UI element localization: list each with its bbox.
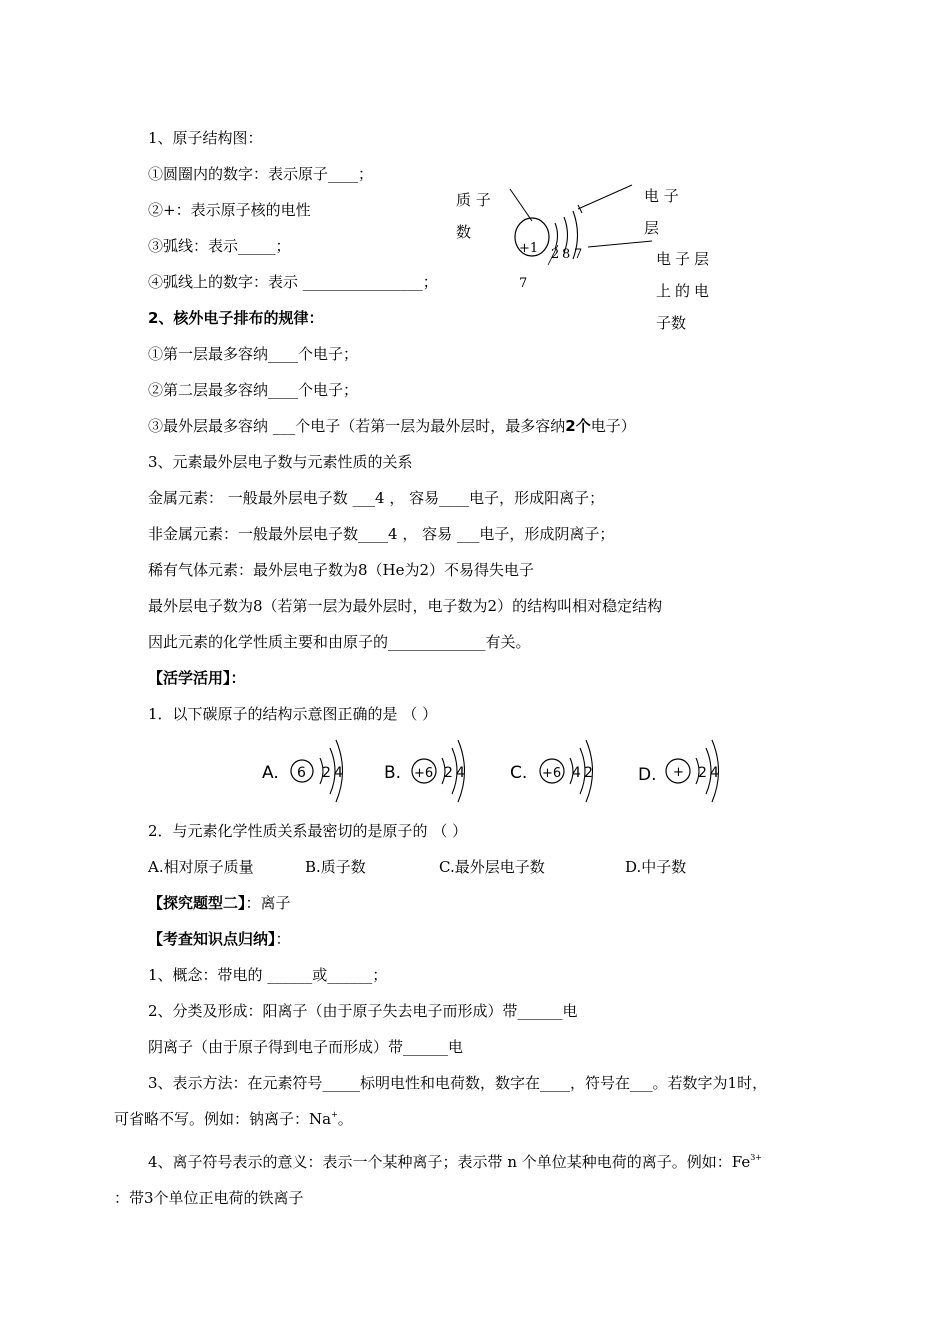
explore-notation-2c: 。 — [337, 1110, 353, 1128]
section1-item1: ①圆圈内的数字：表示原子____； — [148, 165, 374, 183]
option-a-letter: A. — [262, 763, 279, 783]
section2-item3-b: 2个 — [565, 417, 591, 435]
option-d-nucleus: + — [673, 765, 684, 780]
option-a-d1: 2 — [322, 765, 331, 781]
option-b-nucleus: +6 — [414, 766, 434, 781]
explore-concept: 1、概念：带电的 ______或______； — [148, 966, 388, 984]
option-a — [262, 740, 343, 802]
explore-summary: 【考查知识点归纳】 — [148, 930, 276, 948]
section2-item3-a: ③最外层最多容纳 ___个电子（若第一层为最外层时，最多容纳 — [148, 417, 566, 435]
shell-digit-1: 2 — [551, 247, 560, 262]
option-d-letter: D. — [638, 765, 657, 785]
nucleus-text: +1 — [519, 241, 539, 256]
explore-heading-line — [148, 893, 291, 913]
option-d — [638, 740, 719, 802]
explore-summary-suffix: ： — [275, 930, 291, 948]
section2-item2: ②第二层最多容纳____个电子； — [148, 381, 359, 399]
diagram-label-shell-2: 层 — [644, 219, 660, 237]
option-b-d2: 4 — [456, 765, 465, 781]
q2-option-b: B.质子数 — [305, 858, 366, 876]
diagram-label-count-2: 上的电 — [656, 282, 714, 300]
q2-option-c: C.最外层电子数 — [439, 858, 545, 876]
diagram-under-digit: 7 — [519, 276, 528, 291]
shell-digit-2: 8 — [562, 247, 571, 262]
explore-heading-suffix: ：离子 — [245, 894, 291, 912]
option-c-d1: 4 — [572, 765, 581, 781]
section3-nonmetal: 非金属元素：一般最外层电子数____4 ， 容易 ___电子，形成阴离子； — [148, 525, 615, 543]
q1-options — [260, 736, 730, 806]
q2-option-a: A.相对原子质量 — [148, 858, 254, 876]
diagram-label-shell-1: 电 子 — [644, 187, 679, 205]
explore-summary-line — [148, 929, 291, 949]
pointer-proton — [510, 189, 532, 221]
section1-title: 1、原子结构图： — [148, 129, 263, 147]
q2-option-d: D.中子数 — [625, 858, 687, 876]
option-a-nucleus: 6 — [297, 765, 306, 781]
explore-meaning-2: ：带3个单位正电荷的铁离子 — [114, 1189, 304, 1207]
explore-heading: 【探究题型二】 — [148, 894, 246, 912]
pointer-count — [588, 241, 652, 247]
option-a-d2: 4 — [334, 765, 343, 781]
section2-item3 — [148, 416, 636, 436]
explore-meaning-1a: 4、离子符号表示的意义：表示一个某种离子；表示带 n 个单位某种电荷的离子。例如：Fe — [148, 1153, 751, 1171]
shell-digit-3: 7 — [574, 247, 583, 262]
atom-structure-diagram — [500, 175, 660, 295]
explore-notation-1: 3、表示方法：在元素符号_____标明电性和电荷数，数字在____，符号在___。若数字为1时， — [148, 1074, 768, 1092]
option-c-letter: C. — [510, 763, 528, 783]
diagram-label-count-3: 子数 — [656, 314, 687, 332]
diagram-label-proton-1: 质 子 — [456, 191, 491, 209]
section2-title: 2、核外电子排布的规律： — [148, 309, 324, 327]
section3-noble: 稀有气体元素：最外层电子数为8（He为2）不易得失电子 — [148, 561, 535, 579]
explore-classify: 2、分类及形成：阳离子（由于原子失去电子而形成）带______电 — [148, 1002, 578, 1020]
explore-notation-2a: 可省略不写。例如：钠离子：Na — [114, 1110, 332, 1128]
option-b-d1: 2 — [444, 765, 453, 781]
option-b — [384, 740, 465, 802]
section3-stable: 最外层电子数为8（若第一层为最外层时，电子数为2）的结构叫相对稳定结构 — [148, 597, 663, 615]
diagram-label-count-1: 电子层 — [656, 250, 714, 268]
explore-notation-2 — [114, 1109, 353, 1129]
section3-title: 3、元素最外层电子数与元素性质的关系 — [148, 453, 413, 471]
explore-anion: 阴离子（由于原子得到电子而形成）带______电 — [148, 1038, 464, 1056]
option-c-d2: 2 — [584, 765, 593, 781]
explore-meaning-1b: 3+ — [750, 1153, 763, 1162]
explore-notation-2b: + — [331, 1110, 338, 1119]
practice-q2: 2．与元素化学性质关系最密切的是原子的 （ ） — [148, 822, 468, 840]
option-d-d2: 4 — [710, 765, 719, 781]
option-c — [510, 740, 593, 802]
explore-meaning-1 — [148, 1152, 762, 1172]
practice-heading: 【活学活用】： — [148, 669, 246, 687]
section3-conclusion: 因此元素的化学性质主要和由原子的_____________有关。 — [148, 633, 531, 651]
section3-metal: 金属元素： 一般最外层电子数 ___4 ， 容易____电子，形成阳离子； — [148, 489, 605, 507]
option-c-nucleus: +6 — [542, 766, 562, 781]
section2-item1: ①第一层最多容纳____个电子； — [148, 345, 359, 363]
practice-q1: 1．以下碳原子的结构示意图正确的是 （ ） — [148, 705, 438, 723]
section1-item2: ②+：表示原子核的电性 — [148, 201, 311, 219]
section1-item3: ③弧线：表示_____； — [148, 237, 291, 255]
pointer-shell — [578, 185, 632, 209]
diagram-label-proton-2: 数 — [456, 223, 472, 241]
option-b-letter: B. — [384, 763, 402, 783]
section2-item3-c: 电子） — [590, 417, 636, 435]
section1-item4: ④弧线上的数字：表示 ________________； — [148, 273, 438, 291]
option-d-d1: 2 — [698, 765, 707, 781]
shell-arc-1 — [555, 223, 558, 249]
